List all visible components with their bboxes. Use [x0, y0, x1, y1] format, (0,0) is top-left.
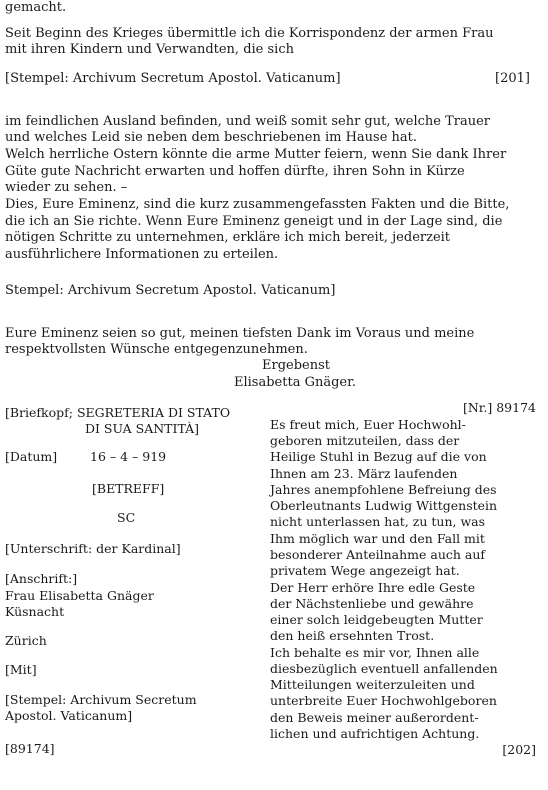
text-line: Eure Eminenz seien so gut, meinen tiefsten Dank im Voraus und meine	[5, 326, 475, 341]
letter-line: Heilige Stuhl in Bezug auf die von	[270, 449, 487, 464]
page-number: [202]	[502, 742, 536, 757]
address-label: [Anschrift:]	[5, 571, 78, 586]
stamp-annotation: [Stempel: Archivum Secretum Apostol. Vaticanum]	[5, 71, 341, 86]
date-label: [Datum]	[5, 449, 58, 464]
subject-value: SC	[117, 510, 136, 525]
address-line: Zürich	[5, 633, 47, 648]
letter-line: Ihnen am 23. März laufenden	[270, 466, 458, 481]
address-line: Frau Elisabetta Gnäger	[5, 588, 154, 603]
signature-annotation: [Unterschrift: der Kardinal]	[5, 541, 181, 556]
stamp-annotation: [Stempel: Archivum Secretum	[5, 692, 197, 707]
text-line: die ich an Sie richte. Wenn Eure Eminenz geneigt und in der Lage sind, die	[5, 214, 503, 229]
subject-label: [BETREFF]	[92, 481, 165, 496]
text-line: Dies, Eure Eminenz, sind die kurz zusammengefassten Fakten und die Bitte,	[5, 197, 510, 212]
text-line: wieder zu sehen. –	[5, 180, 128, 195]
text-line: Welch herrliche Ostern könnte die arme Mutter feiern, wenn Sie dank Ihrer	[5, 147, 507, 162]
letter-line: Ich behalte es mir vor, Ihnen alle	[270, 645, 480, 660]
letter-line: den heiß ersehnten Trost.	[270, 628, 435, 643]
letter-line: Es freut mich, Euer Hochwohl-	[270, 417, 466, 432]
mit-annotation: [Mit]	[5, 662, 37, 677]
document-number: [Nr.] 89174	[462, 400, 536, 415]
document-number: [89174]	[5, 741, 55, 756]
stamp-annotation: Apostol. Vaticanum]	[5, 708, 133, 723]
letter-line: den Beweis meiner außerordent-	[270, 710, 479, 725]
text-line: mit ihren Kindern und Verwandten, die sich	[5, 42, 294, 57]
page-number: [201]	[495, 71, 530, 86]
closing-greeting: Ergebenst	[262, 358, 331, 373]
letter-line: Jahres anempfohlene Befreiung des	[270, 482, 497, 497]
stamp-annotation: Stempel: Archivum Secretum Apostol. Vaticanum]	[5, 283, 336, 298]
letter-line: besonderer Anteilnahme auch auf	[270, 547, 486, 562]
letterhead: [Briefkopf; SEGRETERIA DI STATO	[5, 405, 231, 420]
letter-line: Ihm möglich war und den Fall mit	[270, 531, 485, 546]
letterhead: DI SUA SANTITÀ]	[85, 421, 200, 436]
letter-line: diesbezüglich eventuell anfallenden	[270, 661, 498, 676]
text-line: respektvollsten Wünsche entgegenzunehmen.	[5, 342, 308, 357]
text-line: Güte gute Nachricht erwarten und hoffen dürfte, ihren Sohn in Kürze	[5, 164, 465, 179]
letter-line: Oberleutnants Ludwig Wittgenstein	[270, 498, 498, 513]
address-line: Küsnacht	[5, 604, 65, 619]
date-value: 16 – 4 – 919	[90, 449, 167, 464]
letter-line: privatem Wege angezeigt hat.	[270, 563, 460, 578]
signature: Elisabetta Gnäger.	[234, 375, 357, 390]
text-line: und welches Leid sie neben dem beschriebenen im Hause hat.	[5, 130, 418, 145]
letter-line: geboren mitzuteilen, dass der	[270, 433, 460, 448]
letter-line: einer solch leidgebeugten Mutter	[270, 612, 483, 627]
text-line: ausführlichere Informationen zu erteilen.	[5, 247, 279, 262]
text-line: nötigen Schritte zu unternehmen, erkläre ich mich bereit, jederzeit	[5, 230, 451, 245]
letter-line: unterbreite Euer Hochwohlgeboren	[270, 693, 497, 708]
text-line: Seit Beginn des Krieges übermittle ich die Korrispondenz der armen Frau	[5, 26, 494, 41]
letter-line: Der Herr erhöre Ihre edle Geste	[270, 580, 476, 595]
letter-line: der Nächstenliebe und gewähre	[270, 596, 474, 611]
letter-line: nicht unterlassen hat, zu tun, was	[270, 514, 486, 529]
letter-line: Mitteilungen weiterzuleiten und	[270, 677, 475, 692]
letter-line: lichen und aufrichtigen Achtung.	[270, 726, 480, 741]
text-line: im feindlichen Ausland befinden, und weiß somit sehr gut, welche Trauer	[5, 114, 490, 129]
text-line: gemacht.	[5, 0, 67, 15]
